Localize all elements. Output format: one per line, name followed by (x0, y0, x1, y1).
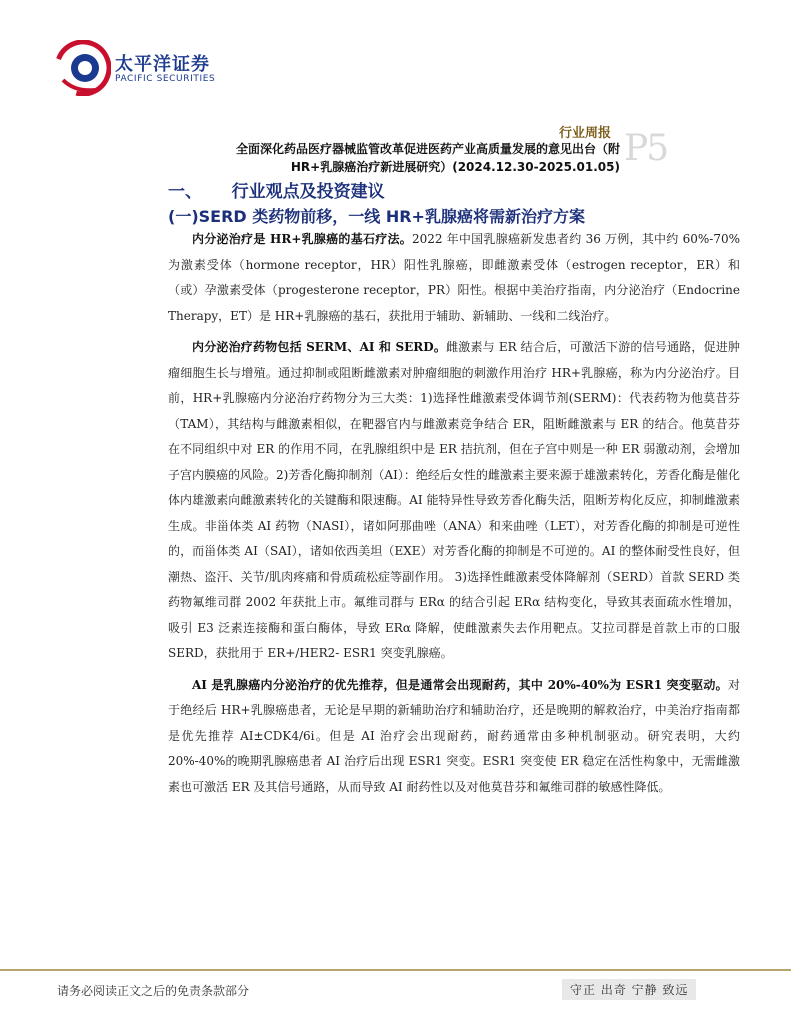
logo-mark-icon (55, 40, 111, 96)
disclaimer-note: 请务必阅读正文之后的免责条款部分 (57, 984, 250, 998)
company-logo (55, 40, 215, 100)
report-title: 全面深化药品医疗器械监管改革促进医药产业高质量发展的意见出台（附HR+乳腺癌治疗新进展研究）(2024.12.30-2025.01.05) (235, 142, 620, 174)
page-number: P5 (624, 128, 668, 169)
paragraph (168, 227, 740, 329)
paragraph-lead: AI 是乳腺癌内分泌治疗的优先推荐，但是通常会出现耐药，其中 20%-40%为 ESR1 突变驱动。 (192, 677, 728, 692)
paragraph (168, 335, 740, 667)
company-slogan: 守正 出奇 宁静 致远 (562, 979, 696, 1000)
section-heading: 一、 行业观点及投资建议 (168, 182, 385, 202)
body-text (168, 227, 740, 806)
brand-name-en: PACIFIC SECURITIES (115, 74, 216, 84)
brand-name-cn: 太平洋证券 (115, 54, 210, 75)
paragraph-text: 雌激素与 ER 结合后，可激活下游的信号通路，促进肿瘤细胞生长与增殖。通过抑制或阻断雌激素对肿瘤细胞的刺激作用治疗 HR+乳腺癌，称为内分泌治疗。目前，HR+乳腺癌内分泌治疗药物分为三大类：1)选择性雌激素受体调节剂(SERM)：代表药物为他莫昔芬（TAM），其结构与雌激素相似，在靶器官内与雌激素竞争结合 ER，阻断雌激素与 ER 的结合。他莫昔芬在不同组织中对 ER 的作用不同，在乳腺组织中是 ER 拮抗剂，但在子宫中则是一种 ER 弱激动剂，会增加子宫内膜癌的风险。2)芳香化酶抑制剂（AI）：绝经后女性的雌激素主要来源于雄激素转化，芳香化酶是催化体内雄激素向雌激素转化的关键酶和限速酶。AI 能特异性导致芳香化酶失活，阻断芳构化反应，抑制雌激素生成。非甾体类 AI 药物（NASI），诸如阿那曲唑（ANA）和来曲唑（LET），对芳香化酶的抑制是可逆性的，而甾体类 AI（SAI），诸如依西美坦（EXE）对芳香化酶的抑制是不可逆的。AI 的整体耐受性良好，但潮热、盗汗、关节/肌肉疼痛和骨质疏松症等副作用。 3)选择性雌激素受体降解剂（SERD）首款 SERD 类药物氟维司群 2002 年获批上市。氟维司群与 ERα 的结合引起 ERα 结构变化，导致其表面疏水性增加，吸引 E3 泛素连接酶和蛋白酶体，导致 ERα 降解，使雌激素失去作用靶点。艾拉司群是首款上市的口服 SERD，获批用于 ER+/HER2- ESR1 突变乳腺癌。 (168, 340, 740, 660)
paragraph-lead: 内分泌治疗是 HR+乳腺癌的基石疗法。 (192, 232, 413, 246)
doc-type-label: 行业周报 (558, 126, 611, 141)
subsection-heading: (一)SERD 类药物前移，一线 HR+乳腺癌将需新治疗方案 (168, 207, 585, 226)
paragraph-lead: 内分泌治疗药物包括 SERM、AI 和 SERD。 (192, 340, 447, 354)
paragraph-text: 2022 年中国乳腺癌新发患者约 36 万例，其中约 60%-70%为激素受体（hormone receptor，HR）阳性乳腺癌，即雌激素受体（estrogen receptor，ER）和（或）孕激素受体（progesterone receptor，PR）阳性。根据中美治疗指南，内分泌治疗（Endocrine Therapy，ET）是 HR+乳腺癌的基石，获批用于辅助、新辅助、一线和二线治疗。 (168, 232, 740, 323)
paragraph (168, 673, 740, 801)
footer-divider (0, 969, 791, 971)
paragraph-text: 对于绝经后 HR+乳腺癌患者，无论是早期的新辅助治疗和辅助治疗，还是晚期的解救治疗，中美治疗指南都是优先推荐 AI±CDK4/6i。但是 AI 治疗会出现耐药，耐药通常由多种机制驱动。研究表明，大约 20%-40%的晚期乳腺癌患者 AI 治疗后出现 ESR1 突变。ESR1 突变使 ER 稳定在活性构象中，无需雌激素也可激活 ER 及其信号通路，从而导致 AI 耐药性以及对他莫昔芬和氟维司群的敏感性降低。 (168, 677, 740, 794)
